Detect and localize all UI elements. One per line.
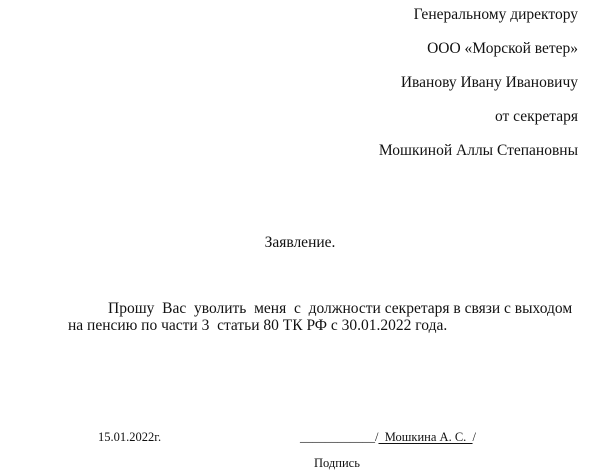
signature-line [300,429,476,445]
body-line-2: на пенсию по части 3 статьи 80 ТК РФ с 30.01.2022 года. [68,317,448,334]
body-line-1: Прошу Вас уволить меня с должности секретаря в связи с выходом [108,300,573,317]
recipient-company: ООО «Морской ветер» [427,40,578,57]
signature-end: / [472,430,477,444]
application-date: 15.01.2022г. [98,430,162,444]
recipient-position: Генеральному директору [413,6,578,23]
signature-name: Мошкина А. С. [378,430,473,444]
recipient-name: Иванову Ивану Ивановичу [400,74,578,91]
sender-name: Мошкиной Аллы Степановны [378,142,578,159]
document-title: Заявление. [264,234,336,251]
signature-blank: ____________/ [300,430,379,444]
signature-caption: Подпись [314,456,360,470]
sender-position: от секретаря [494,108,578,125]
